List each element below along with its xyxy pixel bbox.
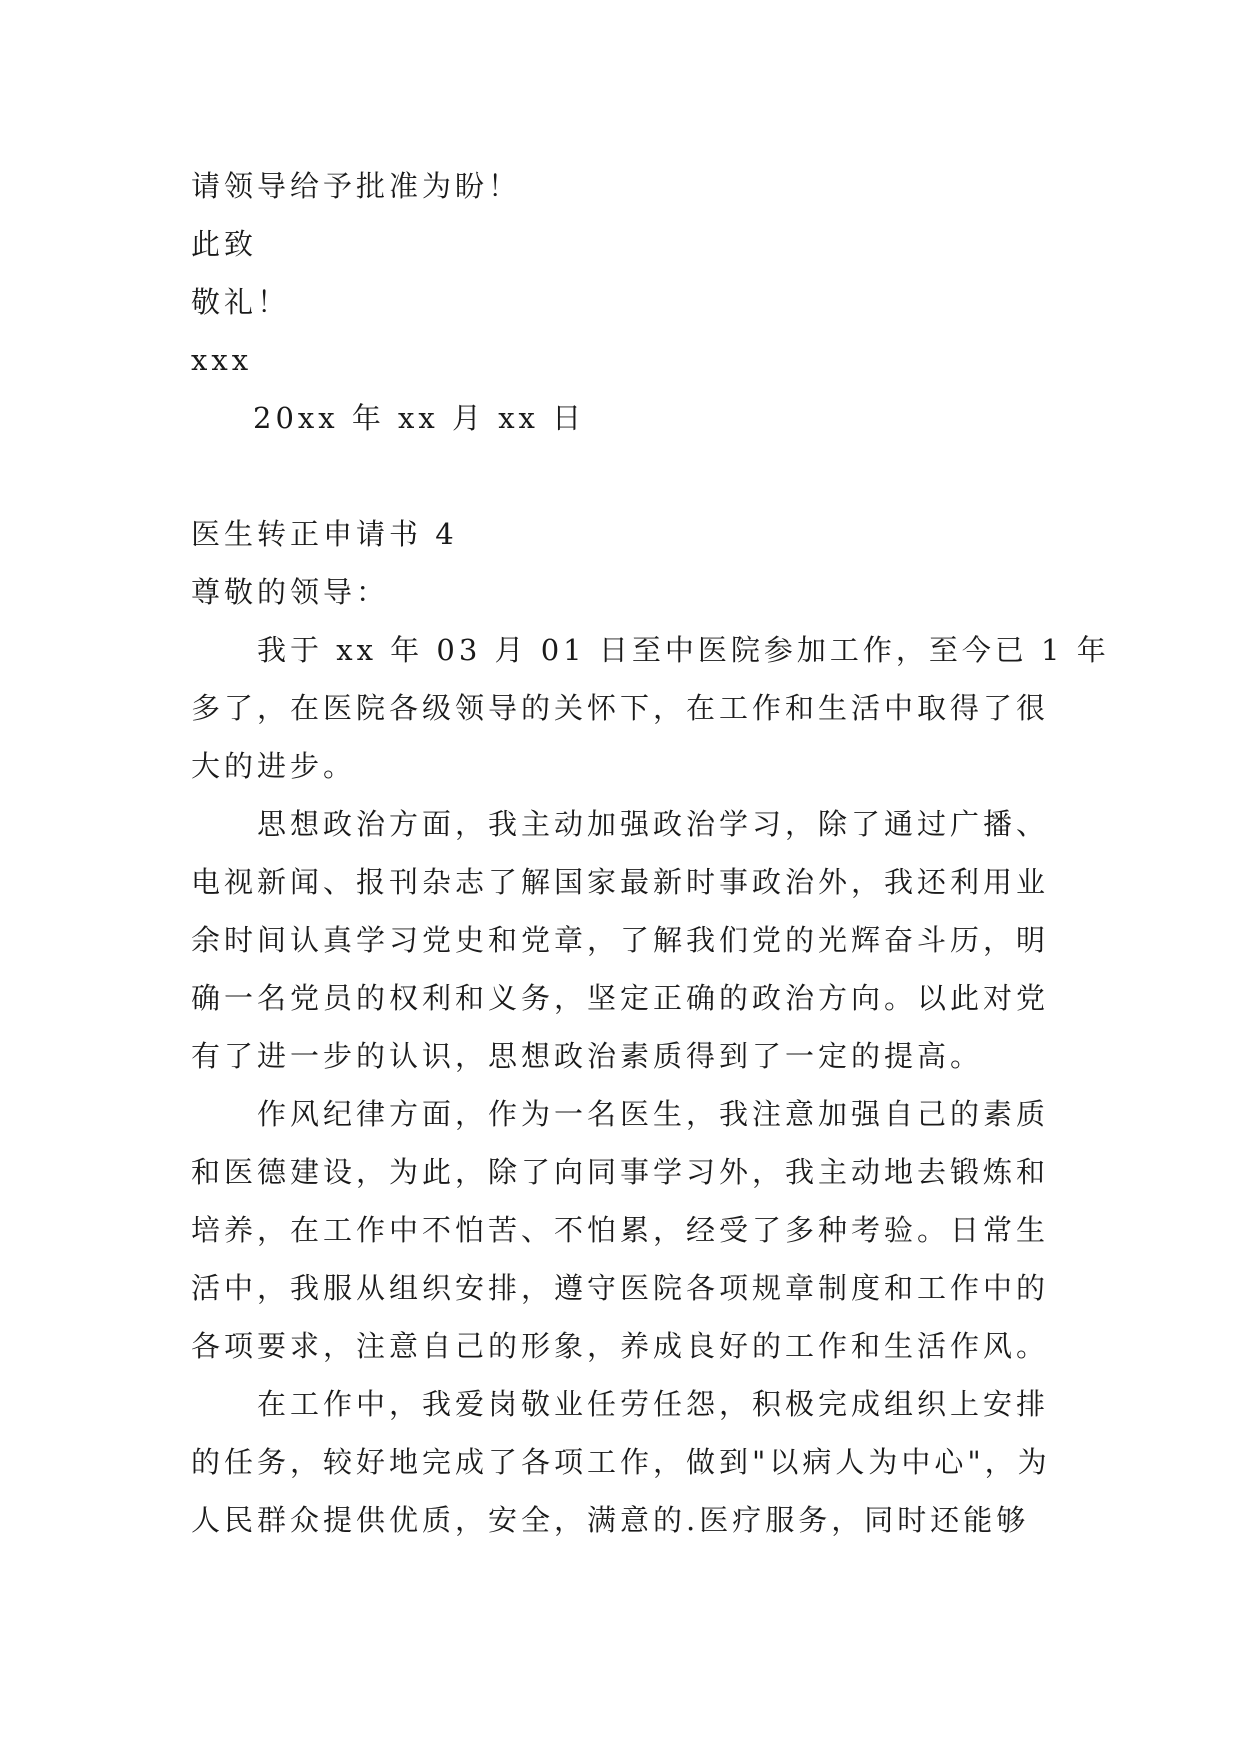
letter-greeting: 尊敬的领导：: [191, 575, 390, 609]
paragraph-line: 和医德建设，为此，除了向同事学习外，我主动地去锻炼和: [191, 1155, 1050, 1189]
paragraph-line: 有了进一步的认识，思想政治素质得到了一定的提高。: [191, 1039, 984, 1073]
paragraph-line: 大的进步。: [191, 749, 357, 783]
paragraph-line: 确一名党员的权利和义务，坚定正确的政治方向。以此对党: [191, 981, 1050, 1015]
paragraph-line: 培养，在工作中不怕苦、不怕累，经受了多种考验。日常生: [191, 1213, 1050, 1247]
paragraph-line: 在工作中，我爱岗敬业任劳任怨，积极完成组织上安排: [257, 1387, 1050, 1421]
paragraph-line: 活中，我服从组织安排，遵守医院各项规章制度和工作中的: [191, 1271, 1050, 1305]
signature-date: 20xx 年 xx 月 xx 日: [253, 401, 586, 435]
paragraph-line: 电视新闻、报刊杂志了解国家最新时事政治外，我还利用业: [191, 865, 1050, 899]
signature: xxx: [191, 343, 253, 377]
paragraph-line: 余时间认真学习党史和党章，了解我们党的光辉奋斗历，明: [191, 923, 1050, 957]
letter-title: 医生转正申请书 4: [191, 517, 458, 551]
paragraph-line: 我于 xx 年 03 月 01 日至中医院参加工作，至今已 1 年: [257, 633, 1110, 667]
closing-regards: 敬礼！: [191, 285, 291, 319]
paragraph-line: 多了，在医院各级领导的关怀下，在工作和生活中取得了很: [191, 691, 1050, 725]
paragraph-line: 的任务，较好地完成了各项工作，做到"以病人为中心"，为: [191, 1445, 1051, 1479]
paragraph-line: 人民群众提供优质，安全，满意的.医疗服务，同时还能够: [191, 1503, 1030, 1537]
closing-salutation: 此致: [191, 227, 258, 261]
paragraph-line: 思想政治方面，我主动加强政治学习，除了通过广播、: [257, 807, 1050, 841]
closing-request-line: 请领导给予批准为盼！: [191, 169, 522, 203]
paragraph-line: 各项要求，注意自己的形象，养成良好的工作和生活作风。: [191, 1329, 1050, 1363]
paragraph-line: 作风纪律方面，作为一名医生，我注意加强自己的素质: [257, 1097, 1050, 1131]
